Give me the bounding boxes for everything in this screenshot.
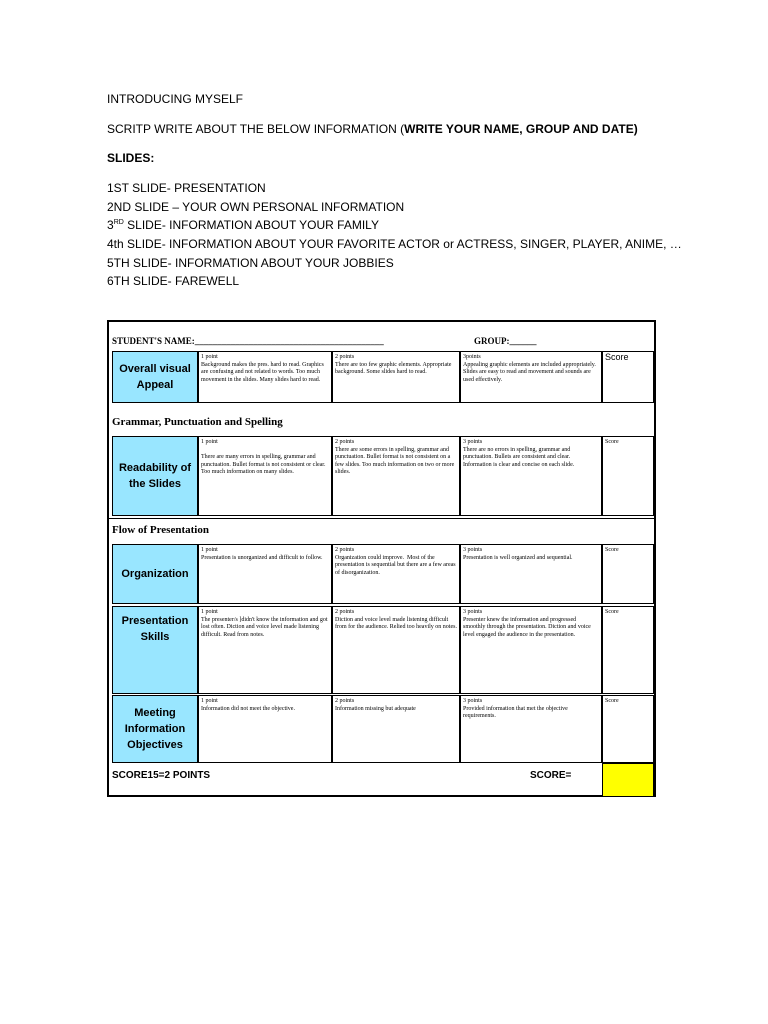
score-total-label: SCORE= <box>530 770 572 781</box>
instruction-line <box>107 122 638 136</box>
rubric-table <box>107 320 656 797</box>
cell-skills-2pt: 2 points Diction and voice level made listening difficult from for the audience. Relied too heavily on notes. <box>332 606 460 694</box>
cell-readability-1pt: 1 point There are many errors in spelling, grammar and punctuation. Bullet format is not consistent or clear. Too much information on many slides. <box>198 436 332 516</box>
score-formula: SCORE15=2 POINTS <box>112 770 211 781</box>
cell-organization-1pt: 1 point Presentation is unorganized and difficult to follow. <box>198 544 332 604</box>
score-visual: Score <box>602 351 654 403</box>
score-objectives: Score <box>602 695 654 763</box>
criterion-organization: Organization <box>112 544 198 604</box>
cell-organization-3pt: 3 points Presentation is well organized and sequential. <box>460 544 602 604</box>
criterion-readability: Readability of the Slides <box>112 436 198 516</box>
cell-skills-3pt: 3 points Presenter knew the information and progressed smoothly through the presentation. Diction and voice level engaged the audience in the presentation. <box>460 606 602 694</box>
slide-3-rest: SLIDE- INFORMATION ABOUT YOUR FAMILY <box>123 218 379 232</box>
cell-objectives-1pt: 1 point Information did not meet the objective. <box>198 695 332 763</box>
section-grammar: Grammar, Punctuation and Spelling <box>112 416 283 428</box>
slide-3-superscript: RD <box>113 219 124 226</box>
score-organization: Score <box>602 544 654 604</box>
cell-objectives-3pt: 3 points Provided information that met the objective requirements. <box>460 695 602 763</box>
cell-readability-2pt: 2 points There are some errors in spelling, grammar and punctuation. Bullet format is not consistent on a few slides. Too much information on two or more slides. <box>332 436 460 516</box>
cell-organization-2pt: 2 points Organization could improve. Most of the presentation is sequential but there are a few areas of disorganization. <box>332 544 460 604</box>
slide-1-text: 1ST SLIDE- PRESENTATION <box>107 181 266 195</box>
cell-objectives-2pt: 2 points Information missing but adequate <box>332 695 460 763</box>
score-skills: Score <box>602 606 654 694</box>
section-flow: Flow of Presentation <box>112 524 209 536</box>
slide-6-text: 6TH SLIDE- FAREWELL <box>107 274 240 288</box>
slide-4-text: 4th SLIDE- INFORMATION ABOUT YOUR FAVORITE ACTOR or ACTRESS, SINGER, PLAYER, ANIME, … <box>107 237 682 251</box>
slide-3-text <box>107 218 379 232</box>
slide-3-number: 3 <box>107 218 114 232</box>
criterion-meeting-objectives: Meeting Information Objectives <box>112 695 198 763</box>
cell-skills-1pt: 1 point The presenter/s ]didn't know the information and got lost often. Diction and voice level made listening difficult. Read from notes. <box>198 606 332 694</box>
cell-visual-2pt: 2 points There are too few graphic elements. Appropriate background. Some slides hard to read. <box>332 351 460 403</box>
slides-heading: SLIDES: <box>107 151 155 165</box>
criterion-presentation-skills: Presentation Skills <box>112 606 198 694</box>
student-name-field: STUDENT'S NAME:__________________________________________ <box>112 336 384 346</box>
slide-2-text: 2ND SLIDE – YOUR OWN PERSONAL INFORMATION <box>107 200 405 214</box>
name-row <box>109 322 654 352</box>
cell-visual-1pt: 1 point Background makes the pres. hard to read. Graphics are confusing and not related to words. Too much movement in the slides. Many slides hard to read. <box>198 351 332 403</box>
score-readability: Score <box>602 436 654 516</box>
slide-5-text: 5TH SLIDE- INFORMATION ABOUT YOUR JOBBIES <box>107 256 394 270</box>
doc-title: INTRODUCING MYSELF <box>107 92 244 106</box>
criterion-overall-visual-appeal: Overall visual Appeal <box>112 351 198 403</box>
score-total-box[interactable] <box>602 763 654 797</box>
instruction-bold: WRITE YOUR NAME, GROUP AND DATE) <box>404 122 638 136</box>
instruction-prefix: SCRITP WRITE ABOUT THE BELOW INFORMATION ( <box>107 122 405 136</box>
group-field: GROUP:______ <box>474 336 537 346</box>
section-divider <box>109 518 654 519</box>
cell-readability-3pt: 3 points There are no errors in spelling, grammar and punctuation. Bullets are consistent and clear. Information is clear and concise on each slide. <box>460 436 602 516</box>
cell-visual-3pt: 3points Appealing graphic elements are included appropriately. Slides are easy to read and movement and sounds are used effectively. <box>460 351 602 403</box>
